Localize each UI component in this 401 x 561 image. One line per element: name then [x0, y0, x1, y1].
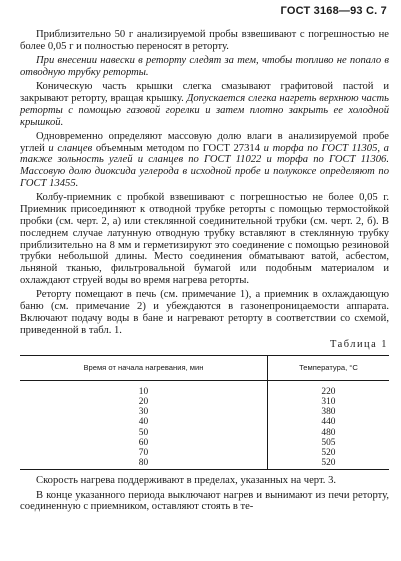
- table-cell-temperature: 520: [267, 458, 389, 470]
- paragraph-sample-note: При внесении навески в реторту следят за тем, чтобы топливо не попало в отводную трубку реторты.: [20, 55, 389, 78]
- table-cell-time: 40: [20, 417, 267, 427]
- table-row: [20, 458, 389, 470]
- table-cell-time: 60: [20, 438, 267, 448]
- document-body: [20, 29, 389, 516]
- paragraph-heating-rate: Скорость нагрева поддерживают в пределах, указанных на черт. 3.: [36, 475, 337, 487]
- table-cell-temperature: 480: [321, 427, 336, 438]
- paragraph-receiver-flask: Колбу-приемник с пробкой взвешивают с погрешностью не более 0,05 г. Приемник присоединяют к отводной трубке реторты с помощью термостойкой пробки (см. черт. 2, а) или стеклянной соединительной трубки (см. черт. 2, б). В последнем случае латунную отводную трубку вставляют в стеклянную трубку приблизительно на 8 мм и герметизируют это соединение с помощью резиновой трубки небольшой длины. Место соединения обматывают ватой, асбестом, льняной тканью, фильтровальной бумагой или подобным материалом и охлаждают струей воды во время нагрева реторты.: [20, 192, 389, 286]
- paragraph-moisture: [20, 131, 389, 190]
- table-header-time: Время от начала нагревания, мин: [20, 355, 267, 380]
- page-header: [281, 5, 387, 17]
- table-cell-temperature: 310: [321, 396, 336, 407]
- table-cell-temperature: 440: [321, 417, 336, 428]
- paragraph-heating: Реторту помещают в печь (см. примечание 1), а приемник в охлаждающую баню (см. примечание 2) и убеждаются в газонепроницаемости аппарата. Включают подачу воды в бане и нагревают реторту в соответствии со схемой, приведенной в табл. 1.: [20, 289, 389, 336]
- paragraph-moisture-italic-b: и торфа по ГОСТ 11305, а также зольность углей и сланцев по ГОСТ 11022 и торфа по ГОСТ 11306. Массовую долю диоксида углерода в исходной пробе и полукоксе определяют по ГОСТ 13455.: [20, 142, 389, 190]
- table-header-row: [20, 355, 389, 380]
- table-cell-time: 20: [20, 397, 267, 407]
- table-row: [20, 417, 389, 427]
- table-row: [20, 397, 389, 407]
- paragraph-moisture-text-b: объемным методом по ГОСТ 27314: [92, 142, 264, 154]
- table-cell-time: 10: [20, 387, 267, 397]
- standard-number: ГОСТ 3168—93: [280, 5, 363, 17]
- heating-schedule-table: [20, 355, 389, 471]
- table-cell-time: 50: [20, 428, 267, 438]
- table-cell-time: 30: [20, 407, 267, 417]
- table-row: [20, 438, 389, 448]
- paragraph-moisture-italic-a: и сланцев: [48, 142, 93, 154]
- table-cell-temperature: 505: [321, 437, 336, 448]
- paragraph-sample-weighing: Приблизительно 50 г анализируемой пробы взвешивают с погрешностью не более 0,05 г и полностью переносят в реторту.: [20, 29, 389, 52]
- text-after-table: [20, 475, 389, 513]
- table-cell-temperature: 520: [321, 447, 336, 458]
- table-header-temperature: Температура, °С: [267, 355, 389, 380]
- table-cell-time: 70: [20, 448, 267, 458]
- table-cell-time: 80: [20, 458, 267, 470]
- paragraph-moisture-text-a: Одновременно определяют массовую долю влаги в анализируемой пробе углей: [20, 130, 389, 154]
- paragraph-end-of-period: В конце указанного периода выключают нагрев и вынимают из печи реторту, соединенную с приемником, оставляют стоять в те-: [20, 489, 389, 513]
- paragraph-lid-italic: Допускается слегка нагреть верхнюю часть реторты с помощью газовой горелки и затем плотно закрыть ее холодной крышкой.: [20, 92, 389, 128]
- table-row: [20, 387, 389, 397]
- table-row: [20, 407, 389, 417]
- paragraph-lid: [20, 81, 389, 128]
- table-row: [20, 428, 389, 438]
- table-row: [20, 448, 389, 458]
- page-number: С. 7: [366, 5, 387, 17]
- paragraph-lid-text: Коническую часть крышки слегка смазывают графитовой пастой и закрывают реторту, вращая крышку.: [20, 81, 389, 104]
- table-cell-temperature: 380: [321, 407, 336, 418]
- table-cell-temperature: 220: [321, 386, 336, 397]
- table-caption: Таблица 1: [330, 338, 388, 350]
